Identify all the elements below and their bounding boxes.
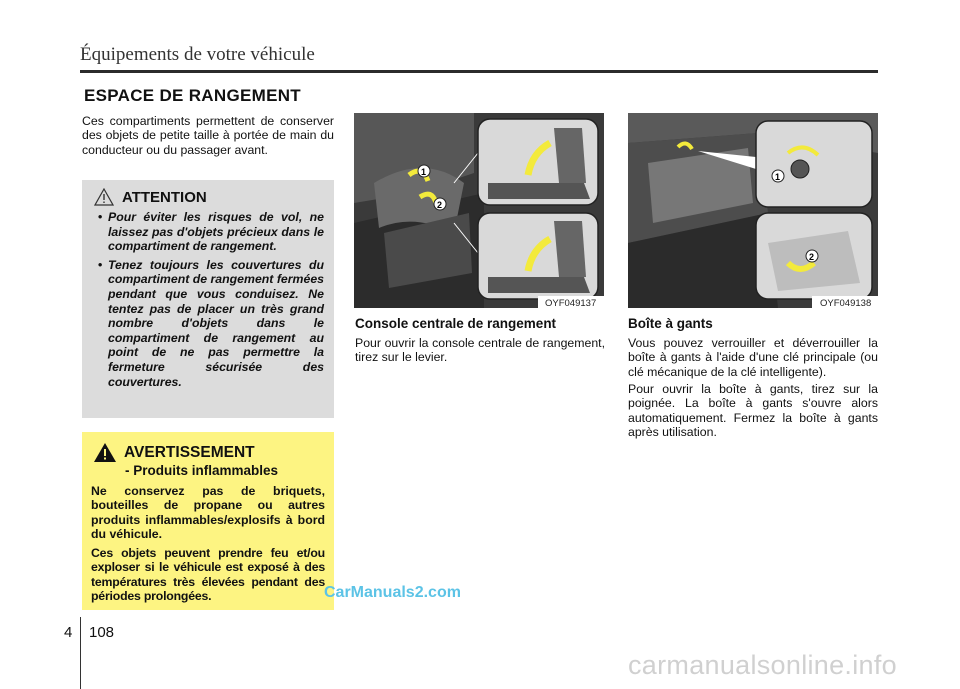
attention-title: ATTENTION: [122, 188, 207, 206]
watermark-link[interactable]: CarManuals2.com: [324, 584, 461, 601]
figure-code: OYF049137: [545, 298, 597, 309]
section-title: ESPACE DE RANGEMENT: [84, 86, 301, 105]
console-drawing: [354, 113, 604, 308]
warning-header: [93, 442, 325, 463]
chapter-number: 4: [64, 624, 73, 641]
attention-item: • Pour éviter les risques de vol, ne laissez pas d'objets précieux dans le compartiment de rangement.: [92, 210, 324, 254]
warning-subtitle: - Produits inflammables: [125, 463, 279, 478]
attention-item: • Tenez toujours les couvertures du compartiment de rangement fermées pendant que vous conduisez. Ne tentez pas de placer un très grand nombre d'objets dans le compartiment de rangement au point de ne pas permettre la fermeture sécurisée des couvertures.: [92, 258, 324, 389]
figure-code: OYF049138: [820, 298, 872, 309]
attention-header: [94, 188, 324, 206]
glove-box-drawing: [628, 113, 878, 308]
callout-2: 2: [437, 200, 443, 210]
page-number: 108: [89, 624, 115, 641]
warning-box: [82, 432, 334, 610]
glove-box-heading: Boîte à gants: [628, 316, 713, 331]
attention-list: [92, 210, 324, 389]
callout-1: 1: [775, 172, 781, 182]
console-paragraph: Pour ouvrir la console centrale de rangement, tirez sur le levier.: [355, 336, 605, 365]
center-console-illustration: [354, 113, 604, 308]
warning-title: AVERTISSEMENT: [124, 443, 255, 461]
callout-1: 1: [421, 167, 427, 177]
intro-paragraph: Ces compartiments permettent de conserver des objets de petite taille à portée de main du conducteur ou du passager avant.: [82, 114, 334, 157]
footer-site-link[interactable]: carmanualsonline.info: [628, 650, 897, 680]
callout-2: 2: [809, 252, 815, 262]
warning-paragraph: Ces objets peuvent prendre feu et/ou exploser si le véhicule est exposé à des températures très élevées pendant des périodes prolongées.: [91, 546, 325, 604]
warning-paragraph: Ne conservez pas de briquets, bouteilles de propane ou autres produits inflammables/explosifs à bord du véhicule.: [91, 484, 325, 541]
glove-box-paragraph: Pour ouvrir la boîte à gants, tirez sur la poignée. La boîte à gants s'ouvre alors automatiquement. Fermez la boîte à gants après utilisation.: [628, 382, 878, 440]
glove-box-paragraph: Vous pouvez verrouiller et déverrouiller la boîte à gants à l'aide d'une clé principale (ou clé mécanique de la clé intelligente).: [628, 336, 878, 379]
warning-triangle-icon: [94, 188, 114, 206]
glove-box-illustration: [628, 113, 878, 308]
page-header-title: Équipements de votre véhicule: [80, 44, 315, 65]
footer-divider: [80, 617, 81, 689]
header-rule: [80, 70, 878, 73]
console-heading: Console centrale de rangement: [355, 316, 557, 331]
attention-box: [82, 180, 334, 418]
warning-triangle-icon: [93, 442, 117, 463]
